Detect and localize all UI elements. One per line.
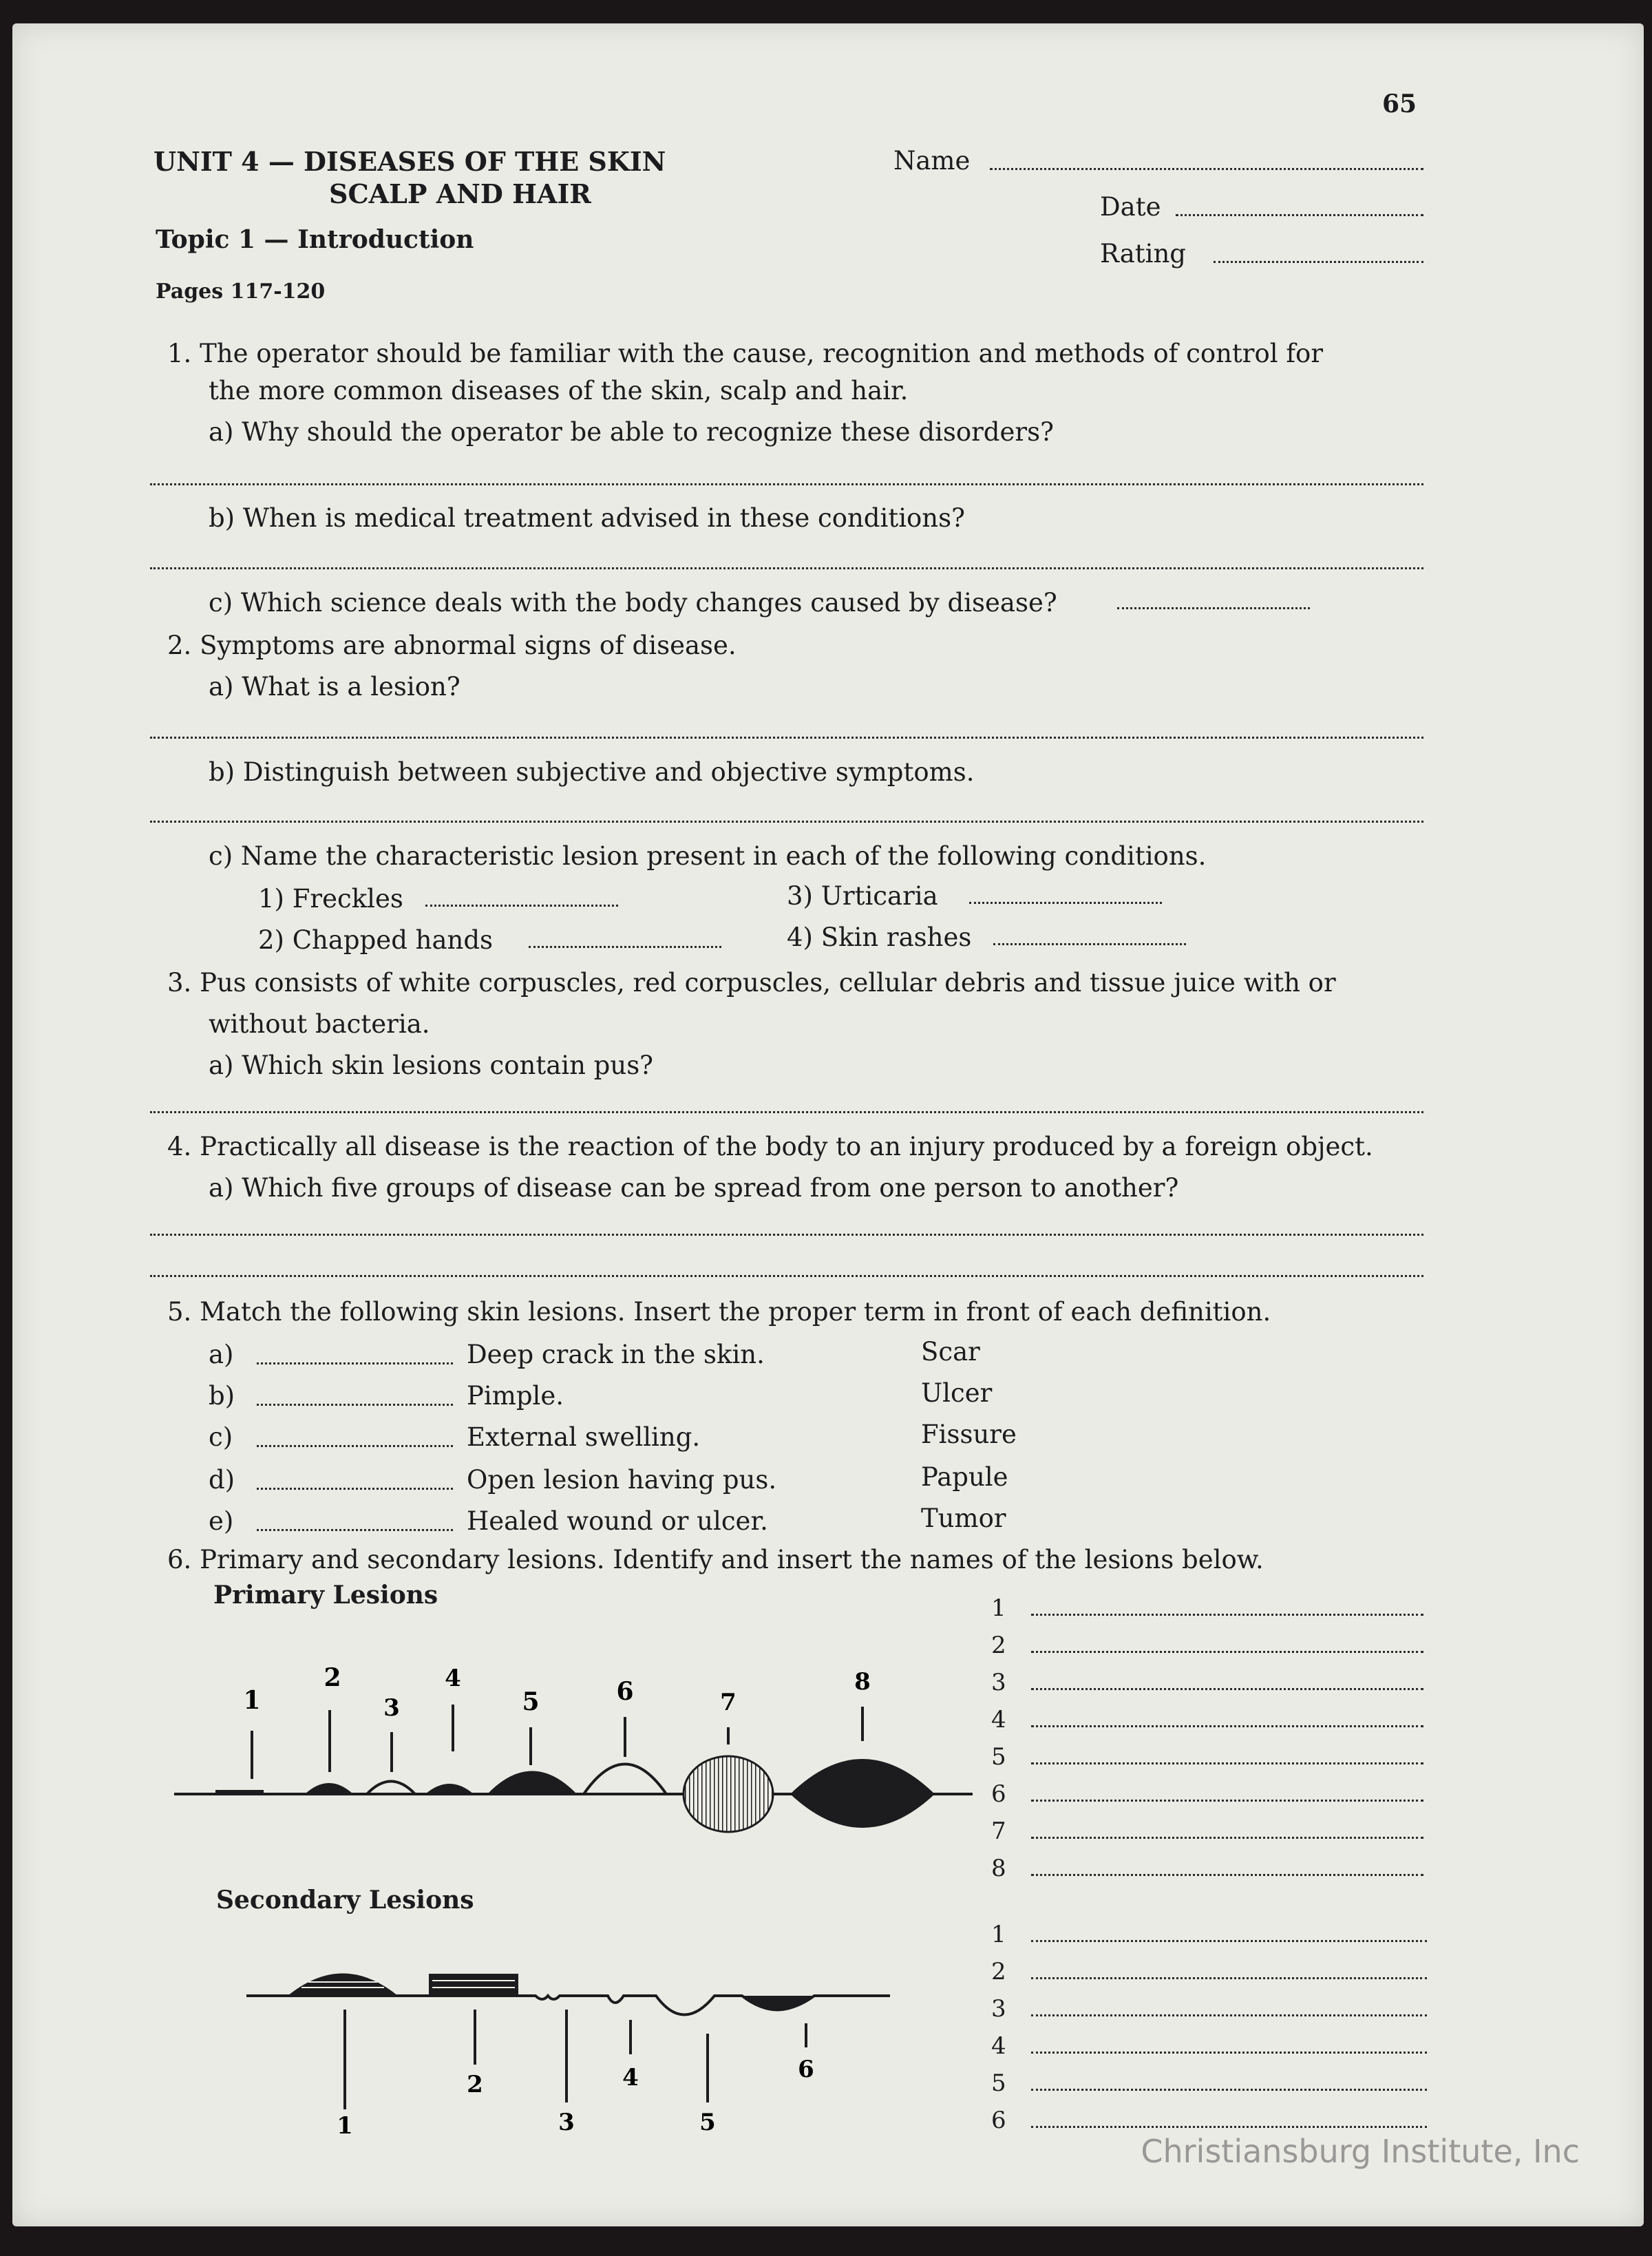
secondary-answer-number-3: 3 xyxy=(991,1995,1006,2023)
q2c-chapped-hands-answer[interactable] xyxy=(529,946,721,948)
lesion-label-3: 3 xyxy=(383,1694,400,1722)
q5-row-e-letter: e) xyxy=(209,1506,234,1536)
lesion-2-shape xyxy=(305,1783,353,1794)
q2b-answer-line[interactable] xyxy=(150,821,1423,823)
q2c-text: c) Name the characteristic lesion present in each of the following conditions. xyxy=(209,841,1207,871)
lesion-label-2: 2 xyxy=(324,1663,341,1692)
lesion-label-7: 7 xyxy=(720,1689,737,1716)
lesion-5-shape xyxy=(487,1771,577,1795)
secondary-answer-line-1[interactable] xyxy=(1031,1940,1427,1942)
watermark-text: Christiansburg Institute, Inc xyxy=(1141,2133,1580,2170)
q5-text-line1: 5. Match the following skin lesions. Insert the proper term in front of each definition. xyxy=(167,1297,1271,1327)
q4a-text: a) Which five groups of disease can be spread from one person to another? xyxy=(209,1173,1179,1203)
q5-row-a-definition: Deep crack in the skin. xyxy=(467,1340,765,1369)
secondary-label-6: 6 xyxy=(798,2056,814,2083)
q1-text-line1: 1. The operator should be familiar with the cause, recognition and methods of control for xyxy=(167,339,1324,368)
lesion-6-shape xyxy=(584,1764,666,1795)
q2a-answer-line[interactable] xyxy=(150,737,1423,739)
q5-row-e-answer[interactable] xyxy=(257,1529,453,1531)
q1-text-line2: the more common diseases of the skin, scalp and hair. xyxy=(209,376,909,405)
q2c-item-chapped-hands: 2) Chapped hands xyxy=(258,925,494,955)
q1c-answer-line[interactable] xyxy=(1117,607,1310,609)
secondary-label-1: 1 xyxy=(337,2112,353,2140)
q5-row-a-answer[interactable] xyxy=(257,1362,453,1364)
lesion-7-shape xyxy=(684,1756,773,1832)
secondary-answer-number-5: 5 xyxy=(991,2069,1006,2097)
page-number: 65 xyxy=(1382,89,1417,118)
unit-title-line2: SCALP AND HAIR xyxy=(329,178,591,209)
q2c-item-skin-rashes: 4) Skin rashes xyxy=(787,923,972,952)
q2-text-line1: 2. Symptoms are abnormal signs of disease. xyxy=(167,631,737,660)
secondary-answer-number-6: 6 xyxy=(991,2107,1006,2134)
q2c-skin-rashes-answer[interactable] xyxy=(993,943,1186,945)
q1a-text: a) Why should the operator be able to recognize these disorders? xyxy=(209,417,1054,447)
q5-term-papule: Papule xyxy=(921,1462,1008,1492)
secondary-answer-line-6[interactable] xyxy=(1031,2126,1427,2128)
date-field[interactable] xyxy=(1176,214,1423,216)
worksheet-page xyxy=(12,23,1644,2226)
secondary-answer-line-4[interactable] xyxy=(1031,2052,1427,2054)
lesion-label-4: 4 xyxy=(445,1665,461,1692)
q2c-urticaria-answer[interactable] xyxy=(969,902,1162,904)
lesion-8-shape xyxy=(790,1759,935,1828)
q5-row-c-definition: External swelling. xyxy=(467,1422,701,1452)
q5-row-b-answer[interactable] xyxy=(257,1404,453,1406)
primary-answer-line-4[interactable] xyxy=(1031,1725,1423,1727)
q3-text-line2: without bacteria. xyxy=(209,1009,430,1039)
q1b-answer-line[interactable] xyxy=(150,567,1423,569)
date-label: Date xyxy=(1100,192,1161,222)
primary-answer-line-3[interactable] xyxy=(1031,1688,1423,1690)
secondary-answer-line-3[interactable] xyxy=(1031,2014,1427,2016)
secondary-label-3: 3 xyxy=(558,2109,575,2136)
lesion-label-1: 1 xyxy=(243,1686,261,1715)
q5-row-c-answer[interactable] xyxy=(257,1445,453,1447)
primary-answer-number-6: 6 xyxy=(991,1780,1006,1808)
q4-text-line1: 4. Practically all disease is the reaction of the body to an injury produced by a foreign object. xyxy=(167,1132,1373,1161)
primary-answer-number-5: 5 xyxy=(991,1743,1006,1771)
q4a-answer-line-1[interactable] xyxy=(150,1234,1423,1236)
primary-answer-line-1[interactable] xyxy=(1031,1614,1423,1616)
q5-row-d-definition: Open lesion having pus. xyxy=(467,1465,777,1495)
secondary-label-4: 4 xyxy=(622,2064,639,2091)
secondary-answer-number-1: 1 xyxy=(991,1921,1006,1948)
primary-answer-line-6[interactable] xyxy=(1031,1800,1423,1802)
lesion-4-shape xyxy=(425,1784,474,1794)
q5-row-b-letter: b) xyxy=(209,1381,235,1411)
lesion-3-shape xyxy=(367,1782,415,1795)
q4a-answer-line-2[interactable] xyxy=(150,1275,1423,1277)
q5-term-fissure: Fissure xyxy=(921,1420,1017,1449)
secondary-label-2: 2 xyxy=(467,2071,483,2098)
q3a-text: a) Which skin lesions contain pus? xyxy=(209,1051,654,1080)
name-field[interactable] xyxy=(990,168,1423,170)
q5-term-scar: Scar xyxy=(921,1337,980,1367)
primary-answer-number-1: 1 xyxy=(991,1594,1006,1622)
q2c-item-urticaria: 3) Urticaria xyxy=(787,881,938,911)
primary-answer-line-5[interactable] xyxy=(1031,1762,1423,1764)
q5-term-ulcer: Ulcer xyxy=(921,1378,993,1408)
primary-lesions-diagram xyxy=(160,1655,986,1848)
secondary-label-5: 5 xyxy=(699,2109,716,2136)
secondary-lesions-title: Secondary Lesions xyxy=(216,1886,474,1915)
q3-text-line1: 3. Pus consists of white corpuscles, red corpuscles, cellular debris and tissue juice with or xyxy=(167,968,1336,998)
primary-answer-number-4: 4 xyxy=(991,1706,1006,1733)
q1a-answer-line[interactable] xyxy=(150,483,1423,485)
primary-answer-number-3: 3 xyxy=(991,1669,1006,1696)
secondary-answer-line-2[interactable] xyxy=(1031,1977,1427,1979)
q2a-text: a) What is a lesion? xyxy=(209,672,460,702)
primary-answer-number-7: 7 xyxy=(991,1817,1006,1845)
q1c-text: c) Which science deals with the body changes caused by disease? xyxy=(209,588,1057,618)
secondary-answer-line-5[interactable] xyxy=(1031,2089,1427,2091)
secondary-lesions-diagram xyxy=(233,1920,907,2140)
primary-answer-line-8[interactable] xyxy=(1031,1874,1423,1876)
q2c-item-freckles: 1) Freckles xyxy=(258,884,403,914)
lesion-label-6: 6 xyxy=(616,1677,634,1706)
rating-label: Rating xyxy=(1100,239,1186,268)
secondary-answer-number-2: 2 xyxy=(991,1958,1006,1985)
lesion-s2-shape xyxy=(429,1974,518,1996)
primary-lesions-title: Primary Lesions xyxy=(213,1581,438,1610)
q2b-text: b) Distinguish between subjective and objective symptoms. xyxy=(209,757,975,787)
name-label: Name xyxy=(893,146,971,176)
lesion-s1-shape xyxy=(288,1974,398,1996)
q5-row-b-definition: Pimple. xyxy=(467,1381,564,1411)
pages-reference: Pages 117-120 xyxy=(156,280,326,304)
q5-row-d-answer[interactable] xyxy=(257,1488,453,1490)
q5-term-tumor: Tumor xyxy=(921,1504,1006,1533)
topic-title: Topic 1 — Introduction xyxy=(156,225,474,254)
primary-answer-number-2: 2 xyxy=(991,1632,1006,1659)
primary-answer-line-2[interactable] xyxy=(1031,1651,1423,1653)
lesion-label-5: 5 xyxy=(522,1687,540,1716)
q2c-freckles-answer[interactable] xyxy=(425,905,618,907)
q6-text-line1: 6. Primary and secondary lesions. Identify and insert the names of the lesions below. xyxy=(167,1545,1264,1574)
lesion-label-8: 8 xyxy=(854,1668,871,1696)
q5-row-a-letter: a) xyxy=(209,1340,234,1369)
primary-answer-line-7[interactable] xyxy=(1031,1837,1423,1839)
q5-row-d-letter: d) xyxy=(209,1465,235,1495)
q1b-text: b) When is medical treatment advised in these conditions? xyxy=(209,503,965,533)
unit-title-line1: UNIT 4 — DISEASES OF THE SKIN xyxy=(153,146,666,177)
primary-answer-number-8: 8 xyxy=(991,1855,1006,1882)
q5-row-c-letter: c) xyxy=(209,1422,233,1452)
rating-field[interactable] xyxy=(1214,261,1423,263)
q5-row-e-definition: Healed wound or ulcer. xyxy=(467,1506,768,1536)
secondary-answer-number-4: 4 xyxy=(991,2032,1006,2060)
q3a-answer-line[interactable] xyxy=(150,1111,1423,1113)
